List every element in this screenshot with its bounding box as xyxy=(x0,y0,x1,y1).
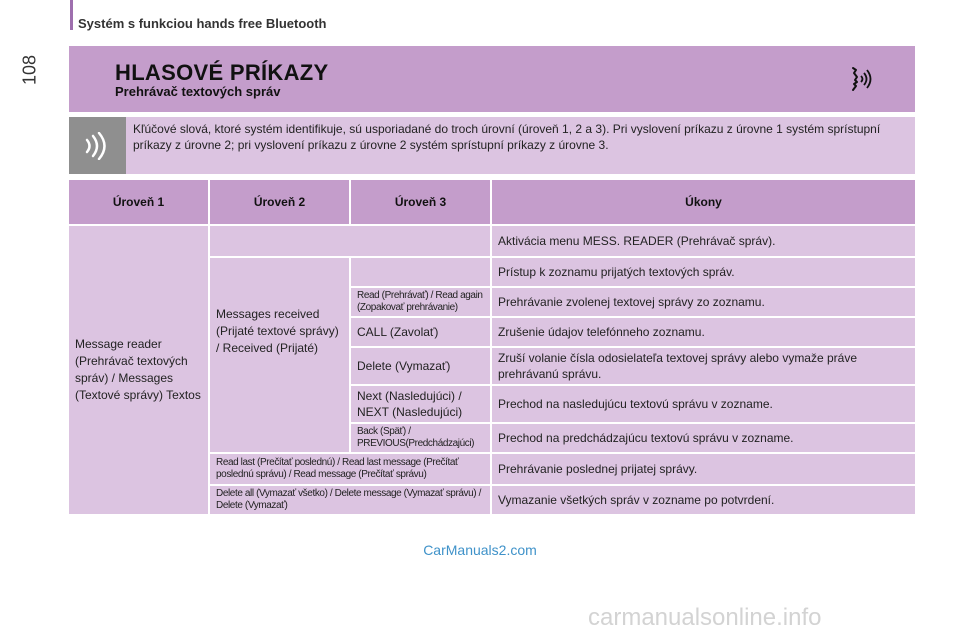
voice-command-table xyxy=(69,180,915,516)
empty-cell xyxy=(351,258,492,288)
action-cell: Prechod na predchádzajúcu textovú správu v zozname. xyxy=(492,424,915,454)
page-title: HLASOVÉ PRÍKAZY xyxy=(115,60,329,85)
section-title: Systém s funkciou hands free Bluetooth xyxy=(78,16,327,31)
table-row xyxy=(69,226,915,258)
header-level-2: Úroveň 2 xyxy=(210,180,351,226)
intro-icon-box xyxy=(69,117,126,174)
level3-cell: Next (Nasledujúci) / NEXT (Nasledujúci) xyxy=(351,386,492,424)
footer-watermark: carmanualsonline.info xyxy=(588,604,822,631)
empty-cell xyxy=(210,226,492,258)
intro-row xyxy=(69,117,915,174)
header-level-3: Úroveň 3 xyxy=(351,180,492,226)
action-cell: Prístup k zoznamu prijatých textových správ. xyxy=(492,258,915,288)
side-rule xyxy=(70,0,73,30)
intro-text: Kľúčové slová, ktoré systém identifikuje, sú usporiadané do troch úrovní (úroveň 1, 2 a 3). Pri vyslovení príkazu z úrovne 1 systém sprístupní príkazy z úrovne 2; pri vyslovení príkazu z úrovne 2 systém sprístupní príkazy z úrovne 3. xyxy=(133,122,881,152)
level3-cell: CALL (Zavolať) xyxy=(351,318,492,348)
speaker-waves-icon xyxy=(82,132,114,160)
level1-cell: Message reader (Prehrávač textových správ) / Messages (Textové správy) Textos xyxy=(69,226,210,516)
level3-cell: Back (Späť) / PREVIOUS(Predchádzajúci) xyxy=(351,424,492,454)
page-subtitle: Prehrávač textových správ xyxy=(115,84,281,99)
level23-cell: Delete all (Vymazať všetko) / Delete message (Vymazať správu) / Delete (Vymazať) xyxy=(210,486,492,516)
level3-cell: Delete (Vymazať) xyxy=(351,348,492,386)
watermark-link[interactable]: CarManuals2.com xyxy=(423,542,537,558)
table-header-row xyxy=(69,180,915,226)
action-cell: Vymazanie všetkých správ v zozname po potvrdení. xyxy=(492,486,915,516)
action-cell: Zruší volanie čísla odosielateľa textovej správy alebo vymaže práve prehrávanú správu. xyxy=(492,348,915,386)
header-level-1: Úroveň 1 xyxy=(69,180,210,226)
voice-command-icon xyxy=(845,64,875,94)
action-cell: Aktivácia menu MESS. READER (Prehrávač správ). xyxy=(492,226,915,258)
level2-cell: Messages received (Prijaté textové správy) / Received (Prijaté) xyxy=(210,258,351,454)
action-cell: Prehrávanie zvolenej textovej správy zo zoznamu. xyxy=(492,288,915,318)
level23-cell: Read last (Prečítať poslednú) / Read last message (Prečítať poslednú správu) / Read message (Prečítať správu) xyxy=(210,454,492,486)
action-cell: Prechod na nasledujúcu textovú správu v zozname. xyxy=(492,386,915,424)
header-box xyxy=(69,46,915,112)
action-cell: Zrušenie údajov telefónneho zoznamu. xyxy=(492,318,915,348)
header-actions: Úkony xyxy=(492,180,915,226)
level3-cell: Read (Prehrávať) / Read again (Zopakovať prehrávanie) xyxy=(351,288,492,318)
page-number: 108 xyxy=(19,54,40,86)
action-cell: Prehrávanie poslednej prijatej správy. xyxy=(492,454,915,486)
